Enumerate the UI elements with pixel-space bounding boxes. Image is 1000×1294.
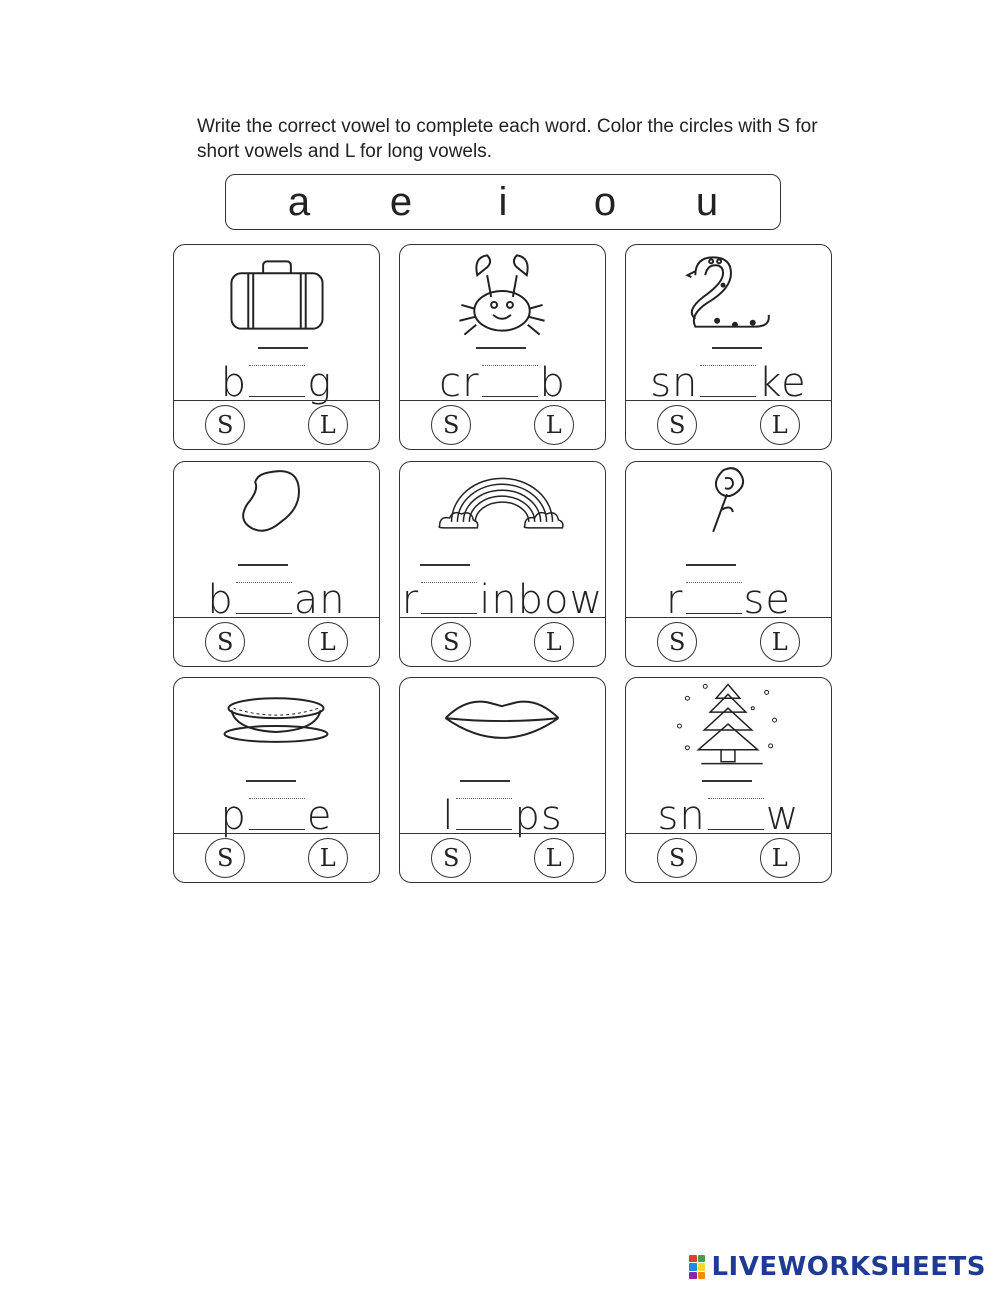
word-end: se [743, 577, 791, 623]
top-blank-line [686, 564, 736, 566]
short-vowel-circle[interactable]: S [431, 838, 471, 878]
word-start: sn [650, 360, 699, 406]
vowel-blank[interactable] [482, 365, 538, 397]
logo-square [689, 1255, 697, 1262]
word-puzzle [400, 788, 605, 839]
answer-row [174, 833, 379, 882]
answer-row [174, 617, 379, 666]
bean-icon [174, 462, 379, 562]
word-card-rainbow [399, 461, 606, 667]
answer-row [400, 617, 605, 666]
snowy-tree-icon [626, 678, 831, 778]
word-end: g [307, 360, 333, 406]
vowel-blank[interactable] [708, 798, 764, 830]
vowel-a: a [287, 180, 311, 224]
vowel-bank [225, 174, 781, 230]
short-vowel-circle[interactable]: S [431, 622, 471, 662]
answer-row [400, 400, 605, 449]
word-puzzle [174, 572, 379, 623]
answer-row [626, 617, 831, 666]
word-start: b [207, 577, 234, 623]
word-card-snake [625, 244, 832, 450]
rose-icon [626, 462, 831, 562]
long-vowel-circle[interactable]: L [308, 405, 348, 445]
word-card-pie [173, 677, 380, 883]
word-end: w [765, 793, 800, 839]
logo-mark-icon [689, 1255, 705, 1279]
long-vowel-circle[interactable]: L [308, 622, 348, 662]
vowel-blank[interactable] [249, 798, 305, 830]
top-blank-line [238, 564, 288, 566]
word-end: ke [758, 360, 807, 406]
word-card-bag [173, 244, 380, 450]
vowel-blank[interactable] [421, 582, 477, 614]
top-blank-line [420, 564, 470, 566]
suitcase-icon [174, 245, 379, 345]
short-vowel-circle[interactable]: S [657, 838, 697, 878]
vowel-blank[interactable] [686, 582, 742, 614]
word-start: sn [657, 793, 706, 839]
word-card-bean [173, 461, 380, 667]
top-blank-line [702, 780, 752, 782]
word-start: b [220, 360, 248, 406]
logo-square [698, 1255, 706, 1262]
short-vowel-circle[interactable]: S [657, 405, 697, 445]
word-puzzle [626, 572, 831, 623]
word-start: cr [439, 360, 480, 406]
rainbow-icon [400, 462, 605, 562]
short-vowel-circle[interactable]: S [205, 405, 245, 445]
word-end: b [539, 360, 566, 406]
vowel-o: o [593, 180, 617, 224]
long-vowel-circle[interactable]: L [760, 838, 800, 878]
word-puzzle [626, 788, 831, 839]
logo-square [689, 1272, 697, 1279]
word-card-lips [399, 677, 606, 883]
word-puzzle [174, 788, 379, 839]
word-end: e [306, 793, 333, 839]
word-end: inbow [479, 577, 604, 623]
long-vowel-circle[interactable]: L [534, 405, 574, 445]
word-start: p [220, 793, 247, 839]
long-vowel-circle[interactable]: L [308, 838, 348, 878]
long-vowel-circle[interactable]: L [760, 405, 800, 445]
logo-text: LIVEWORKSHEETS [711, 1252, 986, 1282]
vowel-blank[interactable] [236, 582, 292, 614]
word-start: l [442, 793, 455, 839]
short-vowel-circle[interactable]: S [431, 405, 471, 445]
top-blank-line [258, 347, 308, 349]
word-start: r [666, 577, 684, 623]
answer-row [400, 833, 605, 882]
word-puzzle [174, 355, 379, 406]
vowel-blank[interactable] [700, 365, 756, 397]
vowel-blank[interactable] [456, 798, 512, 830]
top-blank-line [460, 780, 510, 782]
logo-square [689, 1263, 697, 1270]
vowel-blank[interactable] [249, 365, 305, 397]
short-vowel-circle[interactable]: S [657, 622, 697, 662]
word-end: ps [514, 793, 563, 839]
word-card-rose [625, 461, 832, 667]
word-end: an [293, 577, 346, 623]
top-blank-line [246, 780, 296, 782]
vowel-u: u [695, 180, 719, 224]
short-vowel-circle[interactable]: S [205, 838, 245, 878]
lips-icon [400, 678, 605, 778]
vowel-i: i [498, 180, 508, 224]
answer-row [174, 400, 379, 449]
long-vowel-circle[interactable]: L [534, 838, 574, 878]
word-start: r [401, 577, 420, 623]
instructions-text: Write the correct vowel to complete each word. Color the circles with S for short vowels and L for long vowels. [197, 116, 818, 162]
snake-icon [626, 245, 831, 345]
vowel-e: e [389, 180, 413, 224]
top-blank-line [712, 347, 762, 349]
logo-square [698, 1272, 706, 1279]
crab-icon [400, 245, 605, 345]
word-puzzle [400, 572, 605, 623]
word-card-crab [399, 244, 606, 450]
short-vowel-circle[interactable]: S [205, 622, 245, 662]
long-vowel-circle[interactable]: L [534, 622, 574, 662]
pie-icon [174, 678, 379, 778]
liveworksheets-logo [689, 1252, 986, 1282]
answer-row [626, 833, 831, 882]
word-card-snow [625, 677, 832, 883]
word-puzzle [626, 355, 831, 406]
logo-square [698, 1263, 706, 1270]
answer-row [626, 400, 831, 449]
top-blank-line [476, 347, 526, 349]
word-puzzle [400, 355, 605, 406]
long-vowel-circle[interactable]: L [760, 622, 800, 662]
